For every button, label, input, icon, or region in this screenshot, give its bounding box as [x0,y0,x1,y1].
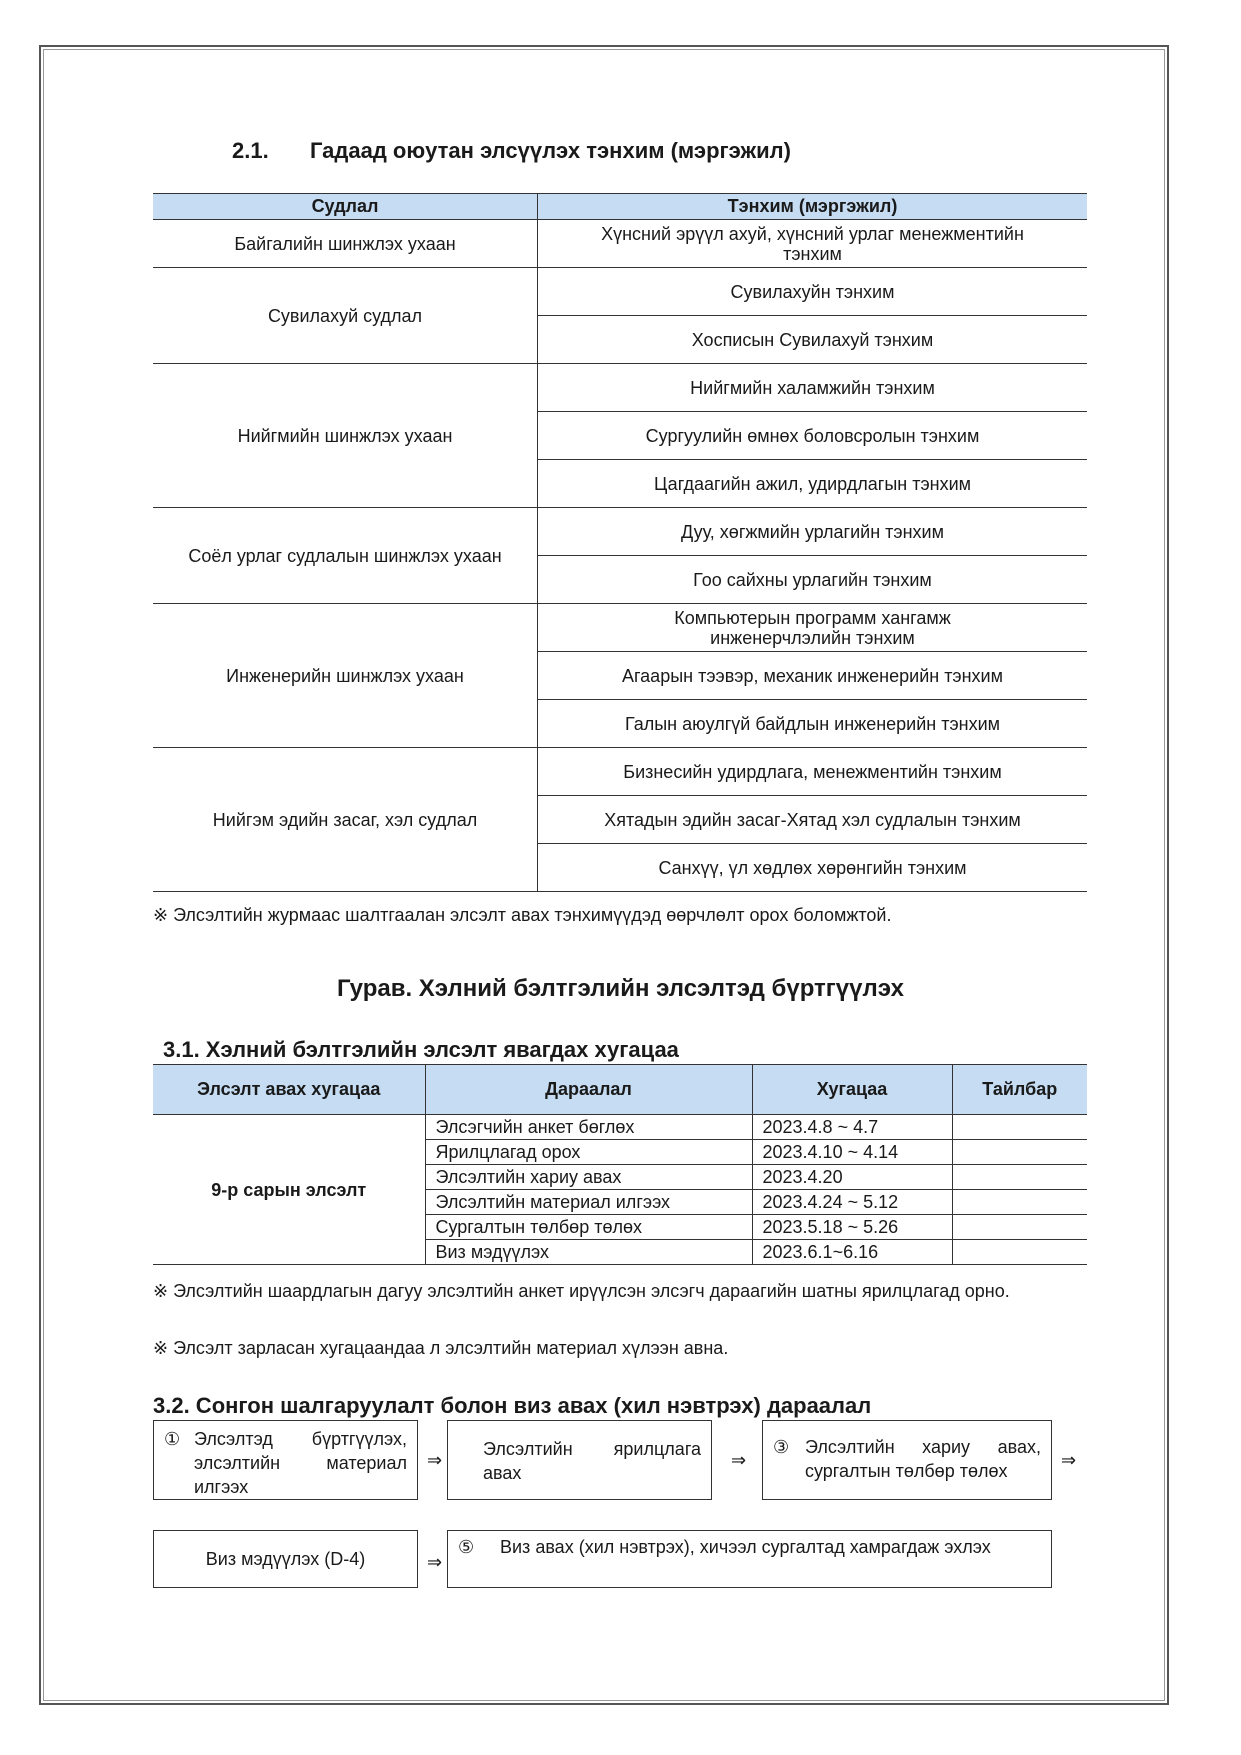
flow-step-1 [153,1420,418,1500]
step-text: Элсэлтийн ярилцлага авах [483,1439,701,1483]
field-cell: Нийгмийн шинжлэх ухаан [153,364,538,508]
section-3-1-heading: 3.1. Хэлний бэлтгэлийн элсэлт явагдах хугацаа [163,1037,679,1062]
remark-cell [952,1140,1087,1165]
schedule-note-1: ※ Элсэлтийн шаардлагын дагуу элсэлтийн анкет ирүүлсэн элсэгч дараагийн шатны ярилцлагад орно. [153,1281,1010,1301]
step-text: Элсэлтийн хариу авах, сургалтын төлбөр төлөх [805,1437,1041,1481]
flow-step-5 [447,1530,1052,1588]
department-cell: Нийгмийн халамжийн тэнхим [538,364,1088,412]
remark-cell [952,1190,1087,1215]
department-cell: Цагдаагийн ажил, удирдлагын тэнхим [538,460,1088,508]
date-cell: 2023.4.20 [752,1165,952,1190]
department-cell: Агаарын тээвэр, механик инженерийн тэнхим [538,652,1088,700]
step-cell: Виз мэдүүлэх [425,1240,752,1265]
step-cell: Сургалтын төлбөр төлөх [425,1215,752,1240]
table1-note: ※ Элсэлтийн журмаас шалтгаалан элсэлт авах тэнхимүүдэд өөрчлөлт орох боломжтой. [153,905,892,925]
chapter-3-title: Гурав. Хэлний бэлтгэлийн элсэлтэд бүртгүүлэх [336,975,905,1002]
remark-cell [952,1215,1087,1240]
date-cell: 2023.5.18 ~ 5.26 [752,1215,952,1240]
arrow-icon: ⇒ [731,1450,747,1470]
department-cell: Сургуулийн өмнөх боловсролын тэнхим [538,412,1088,460]
step-marker: ③ [773,1437,790,1457]
flow-step-4 [153,1530,418,1588]
section-2-1-heading [232,138,791,164]
step-text: Виз мэдүүлэх (D-4) [205,1549,366,1569]
header-remark: Тайлбар [952,1065,1087,1115]
department-cell: Галын аюулгүй байдлын инженерийн тэнхим [538,700,1088,748]
step-marker: ⑤ [458,1537,475,1557]
department-cell: Бизнесийн удирдлага, менежментийн тэнхим [538,748,1088,796]
step-text: Виз авах (хил нэвтрэх), хичээл сургалтад хамрагдаж эхлэх [500,1537,991,1557]
remark-cell [952,1115,1087,1140]
section-title: Гадаад оюутан элсүүлэх тэнхим (мэргэжил) [310,138,791,163]
field-cell: Нийгэм эдийн засаг, хэл судлал [153,748,538,892]
schedule-note-2: ※ Элсэлт зарласан хугацаандаа л элсэлтийн материал хүлээн авна. [153,1338,729,1358]
date-cell: 2023.4.24 ~ 5.12 [752,1190,952,1215]
header-step: Дараалал [425,1065,752,1115]
header-period: Элсэлт авах хугацаа [153,1065,425,1115]
field-cell: Байгалийн шинжлэх ухаан [153,220,538,268]
departments-table [153,193,1087,892]
department-cell: Дуу, хөгжмийн урлагийн тэнхим [538,508,1088,556]
date-cell: 2023.4.8 ~ 4.7 [752,1115,952,1140]
section-3-2-heading: 3.2. Сонгон шалгаруулалт болон виз авах (хил нэвтрэх) дараалал [153,1393,872,1418]
department-cell: Гоо сайхны урлагийн тэнхим [538,556,1088,604]
department-cell: Хятадын эдийн засаг-Хятад хэл судлалын тэнхим [538,796,1088,844]
step-cell: Ярилцлагад орох [425,1140,752,1165]
step-text: Элсэлтэд бүртгүүлэх, элсэлтийн материал илгээх [194,1429,407,1497]
department-cell: Хүнсний эрүүл ахуй, хүнсний урлаг менежментийн тэнхим [538,220,1088,268]
flow-step-2 [447,1420,712,1500]
department-cell: Хосписын Сувилахуй тэнхим [538,316,1088,364]
remark-cell [952,1165,1087,1190]
header-department: Тэнхим (мэргэжил) [538,194,1088,220]
section-number: 2.1. [232,138,269,163]
header-date: Хугацаа [752,1065,952,1115]
date-cell: 2023.6.1~6.16 [752,1240,952,1265]
field-cell: Соёл урлаг судлалын шинжлэх ухаан [153,508,538,604]
step-cell: Элсэлтийн материал илгээх [425,1190,752,1215]
department-cell: Санхүү, үл хөдлөх хөрөнгийн тэнхим [538,844,1088,892]
remark-cell [952,1240,1087,1265]
arrow-icon: ⇒ [427,1552,443,1572]
date-cell: 2023.4.10 ~ 4.14 [752,1140,952,1165]
department-cell: Компьютерын программ хангамж инженерчлэлийн тэнхим [538,604,1088,652]
field-cell: Сувилахуй судлал [153,268,538,364]
arrow-icon: ⇒ [427,1450,443,1470]
step-cell: Элсэгчийн анкет бөглөх [425,1115,752,1140]
schedule-table [153,1064,1087,1265]
flow-step-3 [762,1420,1052,1500]
department-cell: Сувилахуйн тэнхим [538,268,1088,316]
arrow-icon: ⇒ [1061,1450,1077,1470]
step-cell: Элсэлтийн хариу авах [425,1165,752,1190]
field-cell: Инженерийн шинжлэх ухаан [153,604,538,748]
header-field: Судлал [153,194,538,220]
period-cell: 9-р сарын элсэлт [153,1115,425,1265]
step-marker: ① [164,1429,181,1449]
